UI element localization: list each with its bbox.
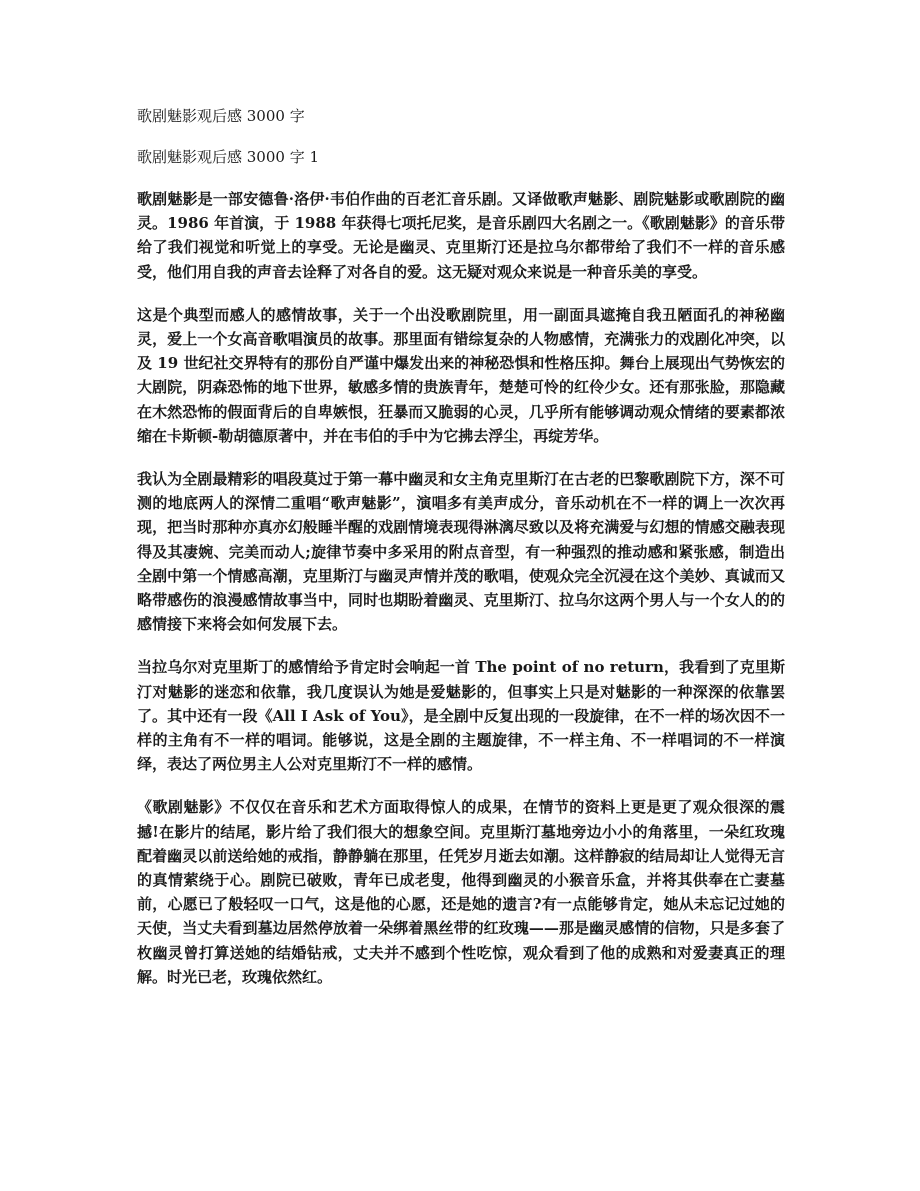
document-subtitle: 歌剧魅影观后感 3000 字 1 [137, 148, 320, 166]
paragraph-5: 《歌剧魅影》不仅仅在音乐和艺术方面取得惊人的成果，在情节的资料上更是更了观众很深的震撼!在影片的结尾，影片给了我们很大的想象空间。克里斯汀墓地旁边小小的角落里，一朵红玫瑰配着幽灵以前送给她的戒指，静静躺在那里，任凭岁月逝去如潮。这样静寂的结局却让人觉得无言的真情萦绕于心。剧院已破败，青年已成老叟，他得到幽灵的小猴音乐盒，并将其供奉在亡妻墓前，心愿已了般轻叹一口气，这是他的心愿，还是她的遗言?有一点能够肯定，她从未忘记过她的天使，当丈夫看到墓边居然停放着一朵绑着黑丝带的红玫瑰——那是幽灵感情的信物，只是多套了枚幽灵曾打算送她的结婚钻戒，丈夫并不感到个性吃惊，观众看到了他的成熟和对爱妻真正的理解。时光已老，玫瑰依然红。 [137, 798, 785, 986]
document-page [137, 104, 785, 1008]
paragraph-4: 当拉乌尔对克里斯丁的感情给予肯定时会响起一首 The point of no return，我看到了克里斯汀对魅影的迷恋和依靠，我几度误认为她是爱魅影的，但事实上只是对魅影的一种深深的依靠罢了。其中还有一段《All I Ask of You》，是全剧中反复出现的一段旋律，在不一样的场次因不一样的主角有不一样的唱词。能够说，这是全剧的主题旋律，不一样主角、不一样唱词的不一样演绎，表达了两位男主人公对克里斯汀不一样的感情。 [137, 658, 785, 774]
paragraph-2: 这是个典型而感人的感情故事，关于一个出没歌剧院里，用一副面具遮掩自我丑陋面孔的神秘幽灵，爱上一个女高音歌唱演员的故事。那里面有错综复杂的人物感情，充满张力的戏剧化冲突，以及 19 世纪社交界特有的那份自严谨中爆发出来的神秘恐惧和性格压抑。舞台上展现出气势恢宏的大剧院，阴森恐怖的地下世界，敏感多情的贵族青年，楚楚可怜的红伶少女。还有那张脸，那隐藏在木然恐怖的假面背后的自卑嫉恨，狂暴而又脆弱的心灵，几乎所有能够调动观众情绪的要素都浓缩在卡斯顿-勒胡德原著中，并在韦伯的手中为它拂去浮尘，再绽芳华。 [137, 305, 785, 445]
paragraph-3: 我认为全剧最精彩的唱段莫过于第一幕中幽灵和女主角克里斯汀在古老的巴黎歌剧院下方，深不可测的地底两人的深情二重唱“歌声魅影”，演唱多有美声成分，音乐动机在不一样的调上一次次再现，把当时那种亦真亦幻般睡半醒的戏剧情境表现得淋漓尽致以及将充满爱与幻想的情感交融表现得及其凄婉、完美而动人;旋律节奏中多采用的附点音型，有一种强烈的推动感和紧张感，制造出全剧中第一个情感高潮，克里斯汀与幽灵声情并茂的歌唱，使观众完全沉浸在这个美妙、真诚而又略带感伤的浪漫感情故事当中，同时也期盼着幽灵、克里斯汀、拉乌尔这两个男人与一个女人的的感情接下来将会如何发展下去。 [137, 470, 785, 634]
document-title: 歌剧魅影观后感 3000 字 [137, 107, 305, 125]
paragraph-1: 歌剧魅影是一部安德鲁·洛伊·韦伯作曲的百老汇音乐剧。又译做歌声魅影、剧院魅影或歌剧院的幽灵。1986 年首演，于 1988 年获得七项托尼奖，是音乐剧四大名剧之一。《歌剧魅影》的音乐带给了我们视觉和听觉上的享受。无论是幽灵、克里斯汀还是拉乌尔都带给了我们不一样的音乐感受，他们用自我的声音去诠释了对各自的爱。这无疑对观众来说是一种音乐美的享受。 [137, 190, 785, 281]
